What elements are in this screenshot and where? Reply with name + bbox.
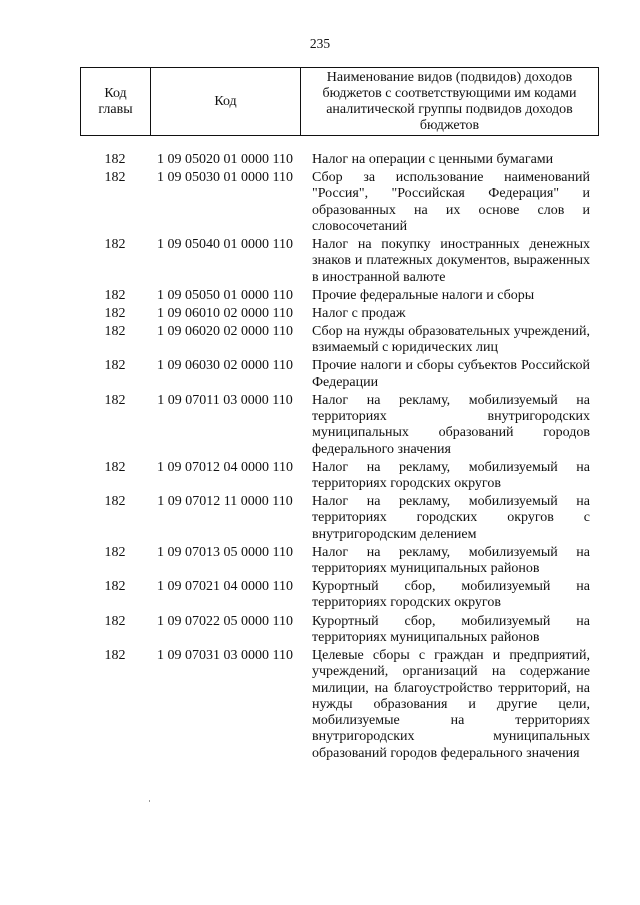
income-name-cell: Прочие налоги и сборы субъектов Российской Федерации [312, 358, 590, 390]
table-row [80, 494, 599, 543]
header-chapter-code-label: Код главы [98, 85, 133, 117]
chapter-code-cell: 182 [104, 647, 126, 663]
income-name-cell: Сбор на нужды образовательных учреждений, взимаемый с юридических лиц [312, 323, 590, 356]
income-name-cell: Налог на рекламу, мобилизуемый на территориях муниципальных районов [312, 544, 590, 577]
header-code [151, 68, 301, 135]
chapter-code-cell: 182 [104, 170, 126, 186]
chapter-code-cell: 182 [104, 494, 126, 510]
income-code-cell: 1 09 07031 03 0000 110 [157, 647, 293, 663]
chapter-code-cell: 182 [104, 287, 126, 303]
chapter-code-cell: 182 [104, 544, 126, 560]
table-row [80, 393, 599, 458]
income-code-cell: 1 09 07011 03 0000 110 [157, 392, 293, 408]
income-name-cell: Курортный сбор, мобилизуемый на территориях городских округов [312, 579, 590, 611]
header-chapter-code [81, 68, 151, 135]
table-header [80, 67, 599, 136]
table-row [80, 324, 599, 357]
table-row [80, 358, 599, 391]
scan-artifact [149, 800, 150, 802]
income-code-cell: 1 09 05040 01 0000 110 [157, 237, 293, 253]
table-row [80, 648, 599, 762]
table-row [80, 288, 599, 304]
page-number: 235 [309, 36, 331, 51]
table-row [80, 579, 599, 612]
income-name-cell: Целевые сборы с граждан и предприятий, учреждений, организаций на содержание милиции, на благоустройство территорий, на нужды образования и другие цели, мобилизуемые на территориях внутригородских муниципальных образований городов федерального значения [312, 647, 590, 761]
income-code-cell: 1 09 05020 01 0000 110 [157, 152, 293, 167]
chapter-code-cell: 182 [104, 613, 126, 629]
income-name-cell: Налог с продаж [312, 305, 406, 321]
header-name [301, 68, 598, 135]
chapter-code-cell: 182 [104, 392, 126, 408]
table-row [80, 170, 599, 235]
income-code-cell: 1 09 06020 02 0000 110 [157, 323, 293, 339]
chapter-code-cell: 182 [104, 305, 126, 321]
income-code-cell: 1 09 07013 05 0000 110 [157, 544, 293, 560]
income-code-cell: 1 09 06030 02 0000 110 [157, 358, 293, 374]
chapter-code-cell: 182 [104, 237, 126, 253]
chapter-code-cell: 182 [104, 579, 126, 595]
table-row [80, 152, 599, 168]
income-name-cell: Налог на рекламу, мобилизуемый на территориях городских округов [312, 459, 590, 492]
income-code-cell: 1 09 07022 05 0000 110 [157, 613, 293, 629]
header-code-label: Код [214, 93, 237, 109]
table-body [80, 152, 599, 764]
income-name-cell: Прочие федеральные налоги и сборы [312, 287, 535, 303]
income-name-cell: Налог на покупку иностранных денежных знаков и платежных документов, выраженных в иностранной валюте [312, 237, 590, 285]
income-name-cell: Налог на операции с ценными бумагами [312, 152, 554, 167]
income-code-cell: 1 09 06010 02 0000 110 [157, 305, 293, 321]
chapter-code-cell: 182 [104, 358, 126, 374]
income-code-cell: 1 09 07021 04 0000 110 [157, 579, 293, 595]
chapter-code-cell: 182 [104, 152, 126, 167]
income-name-cell: Сбор за использование наименований "Россия", "Российская Федерация" и образованных на их основе слов и словосочетаний [312, 170, 590, 234]
chapter-code-cell: 182 [104, 459, 126, 475]
table-row [80, 460, 599, 493]
income-name-cell: Налог на рекламу, мобилизуемый на территориях внутригородских муниципальных образований городов федерального значения [312, 392, 590, 457]
income-code-cell: 1 09 05050 01 0000 110 [157, 287, 293, 303]
header-name-label: Наименование видов (подвидов) доходов бюджетов с соответствующими им кодами аналитической группы подвидов доходов бюджетов [322, 69, 577, 133]
income-code-cell: 1 09 07012 11 0000 110 [157, 494, 293, 510]
income-name-cell: Курортный сбор, мобилизуемый на территориях муниципальных районов [312, 613, 590, 645]
income-name-cell: Налог на рекламу, мобилизуемый на территориях городских округов с внутригородским делением [312, 494, 590, 542]
table-row [80, 545, 599, 578]
income-code-cell: 1 09 07012 04 0000 110 [157, 459, 293, 475]
table-row [80, 237, 599, 286]
income-code-cell: 1 09 05030 01 0000 110 [157, 170, 293, 186]
table-row [80, 614, 599, 647]
chapter-code-cell: 182 [104, 323, 126, 339]
table-row [80, 306, 599, 322]
